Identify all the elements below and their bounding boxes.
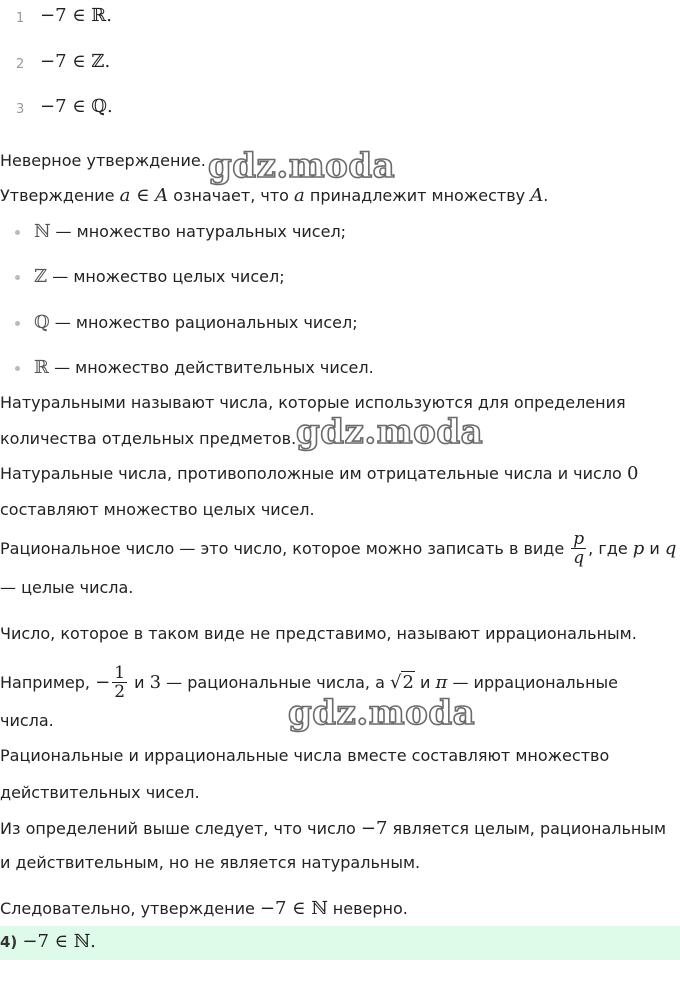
conclusion-line-2: и действительным, но не является натуральным. (0, 853, 421, 872)
real-line-2: действительных чисел. (0, 783, 200, 802)
rational-line-1: Рациональное число — это число, которое можно записать в виде $\frac{p}{q}$ , где p и q (0, 528, 677, 568)
option-number: 2 (16, 57, 25, 72)
fraction-one-half: $\frac{1}{2}$ (114, 662, 126, 702)
natural-line-1: Натуральными называют числа, которые используются для определения (0, 393, 626, 412)
integers-line-1: Натуральные числа, противоположные им отрицательные числа и число 0 (0, 463, 639, 484)
bullet-icon (15, 275, 20, 280)
integers-line-2: составляют множество целых чисел. (0, 500, 315, 519)
option-number: 1 (16, 11, 25, 26)
watermark: gdz.moda (288, 693, 476, 733)
watermark: gdz.moda (208, 146, 396, 186)
option-expression: −7 ∈ ℤ. (40, 51, 111, 72)
fraction-p-over-q: $\frac{p}{q}$ (573, 528, 585, 568)
answer-expression: −7 ∈ ℕ. (22, 931, 96, 952)
conclusion-line-1: Из определений выше следует, что число −7 является целым, рациональным (0, 818, 667, 839)
definition-paragraph: Утверждение a ∈ A означает, что a принадлежит множеству A. (0, 185, 549, 206)
option-expression: −7 ∈ ℝ. (40, 5, 112, 26)
bullet-icon (15, 321, 20, 326)
natural-line-2: количества отдельных предметов. (0, 429, 297, 448)
therefore-text: Следовательно, утверждение −7 ∈ ℕ неверно. (0, 898, 408, 919)
option-expression: −7 ∈ ℚ. (40, 96, 113, 117)
answer-label: 4) (0, 933, 18, 951)
bullet-icon (15, 366, 20, 371)
option-number: 3 (16, 102, 25, 117)
rational-line-2: — целые числа. (0, 578, 134, 597)
answer-text (0, 931, 96, 952)
answer-box (0, 926, 680, 960)
bullet-icon (15, 230, 20, 235)
watermark: gdz.moda (296, 412, 484, 452)
sqrt-two: √2 (390, 671, 414, 693)
irrational-text: Число, которое в таком виде не представимо, называют иррациональным. (0, 624, 637, 643)
example-line-1: Например, − $\frac{1}{2}$ и 3 — рациональные числа, а √2 и π — иррациональные (0, 662, 619, 702)
real-line-1: Рациональные и иррациональные числа вместе составляют множество (0, 746, 610, 765)
verdict-text: Неверное утверждение. (0, 151, 206, 170)
example-line-2: числа. (0, 711, 54, 730)
